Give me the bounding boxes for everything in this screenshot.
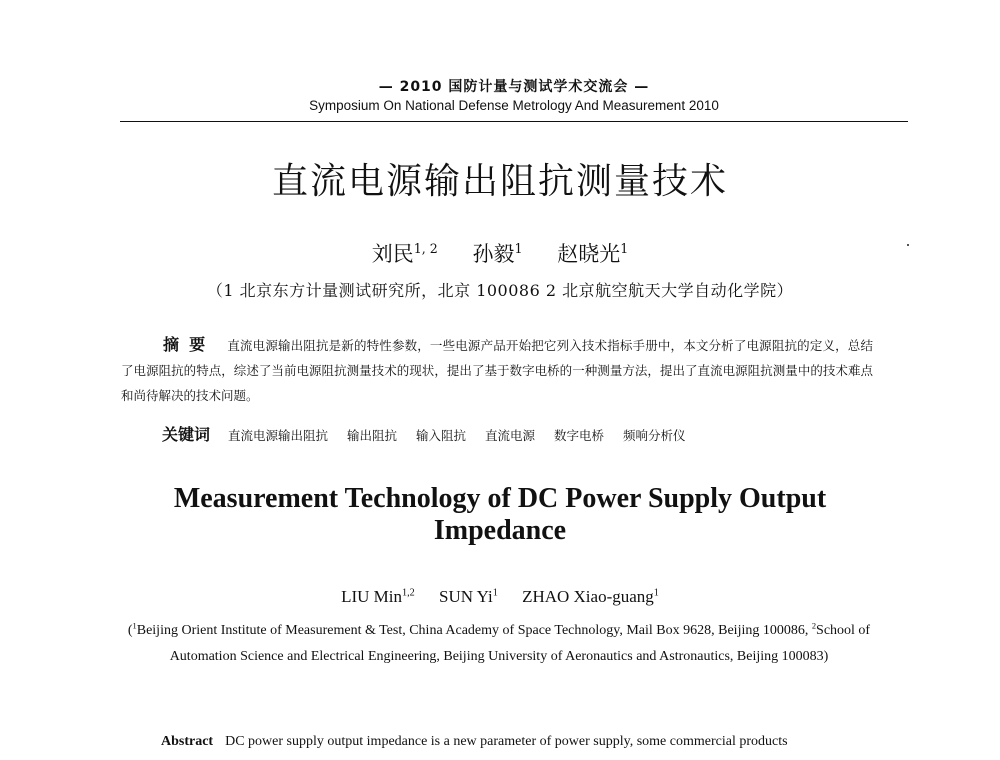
abstract-text-cn: 直流电源输出阻抗是新的特性参数，一些电源产品开始把它列入技术指标手册中，本文分析了电源阻抗的定义，总结了电源阻抗的特点，综述了当前电源阻抗测量技术的现状，提出了基于数字电桥的一种测量方法，提出了直流电源阻抗测量中的技术难点和尚待解决的技术问题。 (121, 338, 873, 403)
paper-title-cn: 直流电源输出阻抗测量技术 (271, 161, 728, 202)
affiliation-en-1: Beijing Orient Institute of Measurement & Test, China Academy of Space Technology, Mail Box 9628, Beijing 100086, (136, 623, 809, 638)
authors-cn (0, 240, 1000, 268)
scan-speck (907, 244, 909, 246)
author-cn: 孙毅$^1$ (472, 241, 523, 266)
paper-title-en (0, 483, 1000, 547)
author-en: LIU Min$^{1,2}$ (341, 587, 415, 606)
conference-name-cn: — 2010 国防计量与测试学术交流会 — (378, 79, 650, 95)
keyword: 输出阻抗 (347, 428, 398, 443)
paper-title-en-line1: Measurement Technology of DC Power Supply Output (173, 483, 827, 514)
affiliation-en-2: School of Automation Science and Electrical Engineering, Beijing University of Aeronautics and Astronautics, Beijing 100083) (169, 623, 871, 664)
keyword: 数字电桥 (554, 428, 605, 443)
author-cn: 赵晓光$^1$ (557, 241, 629, 266)
abstract-en (161, 732, 881, 752)
abstract-label-en: Abstract (161, 734, 214, 749)
affiliation-en: ($^1$Beijing Orient Institute of Measurement & Test, China Academy of Space Technology, Mail Box 9628, Beijing 100086, $^2$School of Automation Science and Electrical Engineering, Beijing University of Aeronautics and Astronautics, Beijing 100083) (127, 621, 871, 664)
keywords-label-cn: 关键词 (162, 425, 211, 444)
conference-name-en: Symposium On National Defense Metrology And Measurement 2010 (309, 98, 719, 113)
keyword: 直流电源输出阻抗 (228, 428, 329, 443)
header-rule (120, 121, 908, 122)
keyword: 输入阻抗 (416, 428, 467, 443)
author-cn: 刘民$^{1, 2}$ (371, 241, 438, 266)
author-en: ZHAO Xiao-guang$^1$ (522, 587, 659, 606)
abstract-label-cn: 摘要 (163, 335, 216, 354)
keywords-cn (162, 422, 701, 448)
conference-header (120, 78, 908, 115)
authors-en (0, 586, 1000, 608)
paper-title-en-line2: Impedance (433, 515, 567, 546)
keyword: 频响分析仪 (623, 428, 686, 443)
author-en: SUN Yi$^1$ (439, 587, 498, 606)
affiliation-cn: （1 北京东方计量测试研究所，北京 100086 2 北京航空航天大学自动化学院） (206, 281, 794, 300)
abstract-text-en: DC power supply output impedance is a new parameter of power supply, some commercial products (225, 734, 788, 749)
keyword: 直流电源 (485, 428, 536, 443)
abstract-cn (121, 332, 873, 408)
